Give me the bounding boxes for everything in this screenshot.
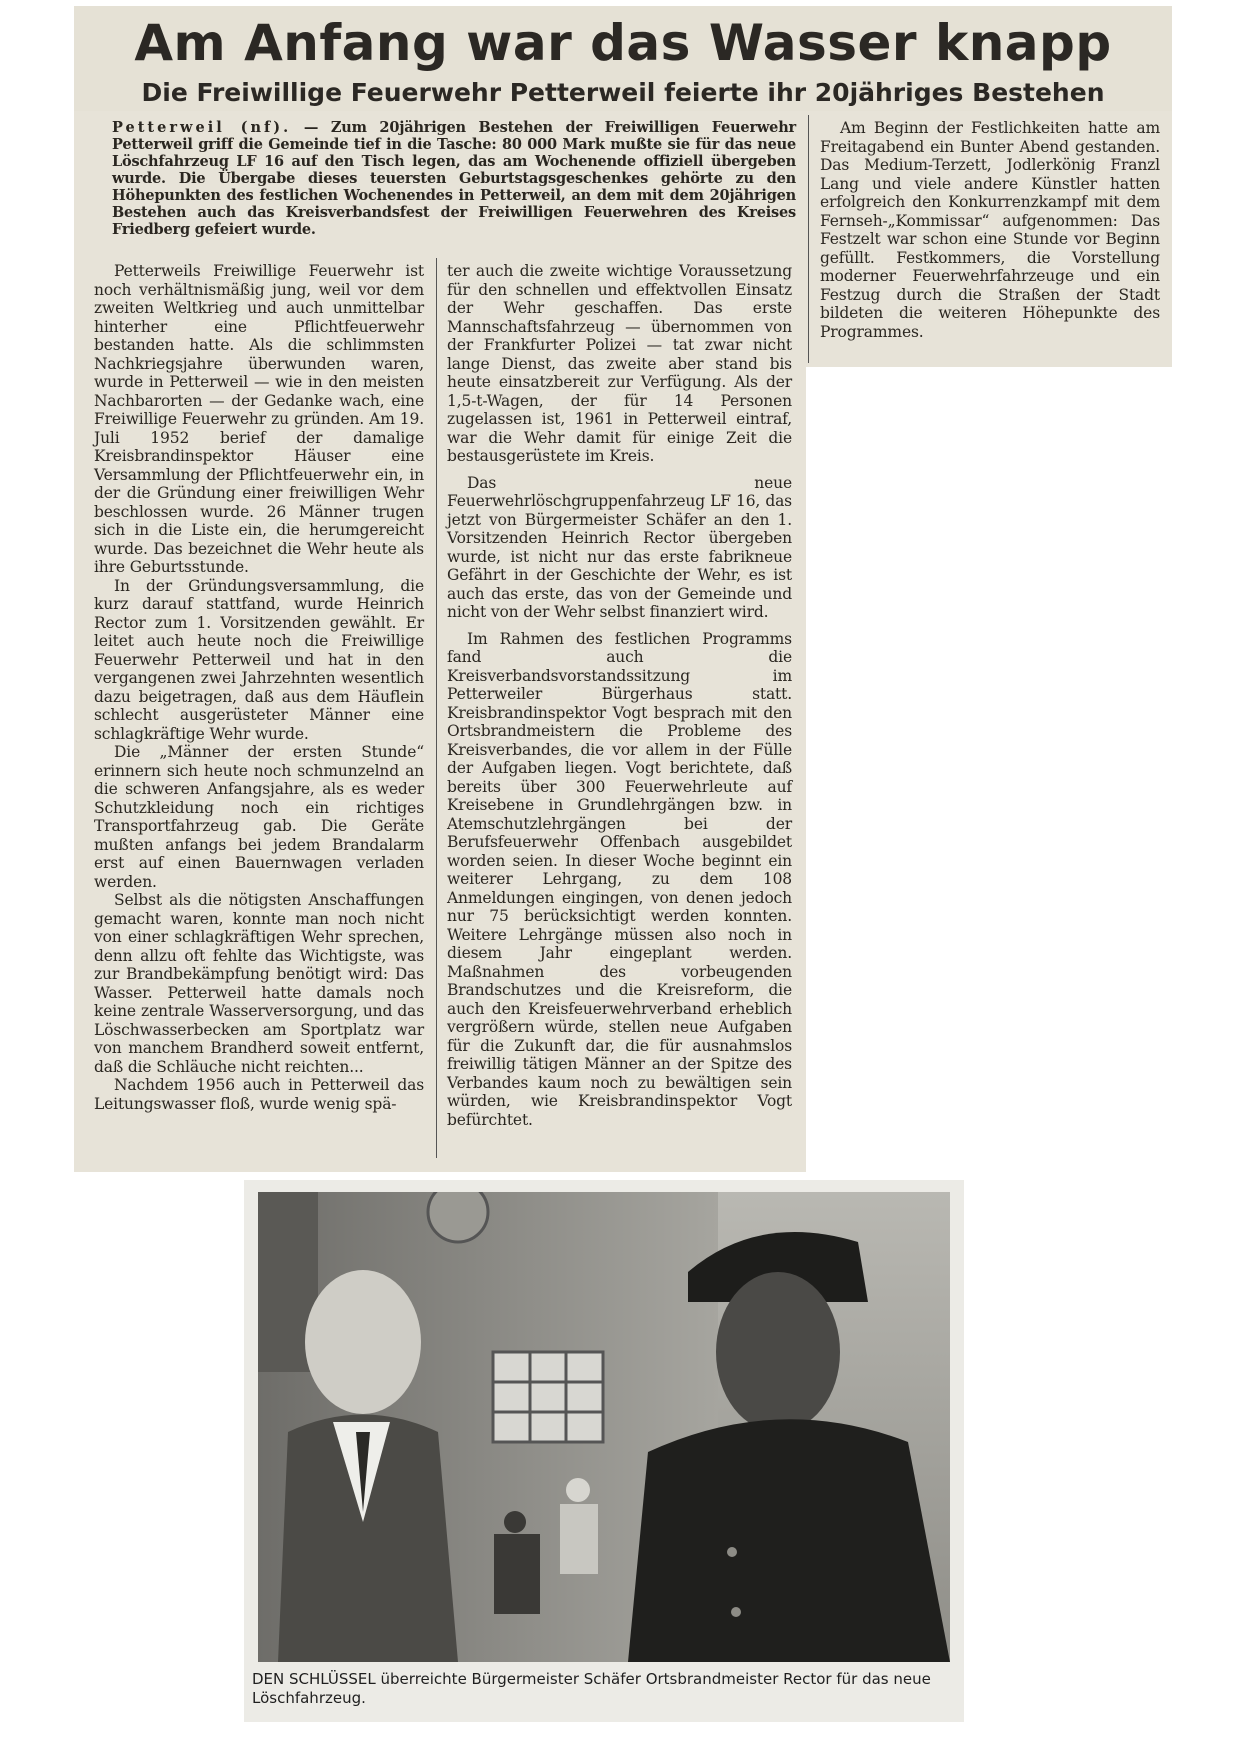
caption-text: überreichte Bürgermeister Schäfer Ortsbrandmeister Rector für das neue Löschfahrzeug. [252, 1670, 931, 1707]
headline-clipping [74, 6, 1172, 111]
col2-paragraph-1: ter auch die zweite wichtige Voraussetzung für den schnellen und effektvollen Einsatz der Wehr geschaffen. Das erste Mannschaftsfahrzeug — übernommen von der Frankfurter Polizei — tat zwar nicht lange Dienst, das zweite aber stand bis heute einsatzbereit zur Verfügung. Als der 1,5-t-Wagen, der für 14 Personen zugelassen ist, 1961 in Petterweil eintraf, war die Wehr damit für einige Zeit die bestausgerüstete im Kreis. [447, 262, 792, 465]
column-3 [820, 119, 1160, 341]
col1-paragraph-4: Selbst als die nötigsten Anschaffungen gemacht waren, konnte man noch nicht von einer schlagkräftigen Wehr sprechen, denn allzu oft fehlte das Wichtigste, was zur Brandbekämpfung benötigt wird: Das Wasser. Petterweil hatte damals noch keine zentrale Wasserversorgung, und das Löschwasserbecken am Sportplatz war von manchem Brandherd soweit entfernt, daß die Schläuche nicht reichten... [94, 891, 424, 1076]
col3-paragraph-1: Am Beginn der Festlichkeiten hatte am Freitagabend ein Bunter Abend gestanden. Das Medium-Terzett, Jodlerkönig Franzl Lang und viele andere Künstler hatten erfolgreich den Konkurrenzkampf mit dem Fernseh-„Kommissar“ aufgenommen: Das Festzelt war schon eine Stunde vor Beginn gefüllt. Festkommers, die Vorstellung moderner Feuerwehrfahrzeuge und ein Festzug durch die Straßen der Stadt bildeten die weiteren Höhepunkte des Programmes. [820, 119, 1160, 341]
column-divider [808, 115, 809, 363]
col2-paragraph-2: Das neue Feuerwehrlöschgruppenfahrzeug LF 16, das jetzt von Bürgermeister Schäfer an den 1. Vorsitzenden Heinrich Rector übergeben wurde, ist nicht nur das erste fabrikneue Gefährt in der Geschichte der Wehr, es ist auch das erste, das von der Gemeinde und nicht von der Wehr selbst finanziert wird. [447, 473, 792, 621]
photo-illustration [258, 1192, 950, 1662]
col1-paragraph-1: Petterweils Freiwillige Feuerwehr ist noch verhältnismäßig jung, weil vor dem zweiten Weltkrieg und auch unmittelbar hinterher eine Pflichtfeuerwehr bestanden hatte. Als die schlimmsten Nachkriegsjahre überwunden waren, wurde in Petterweil — wie in den meisten Nachbarorten — der Gedanke wach, eine Freiwillige Feuerwehr zu gründen. Am 19. Juli 1952 berief der damalige Kreisbrandinspektor Häuser eine Versammlung der Pflichtfeuerwehr ein, in der die Gründung einer freiwilligen Wehr beschlossen wurde. 26 Männer trugen sich in die Liste ein, die herumgereicht wurde. Das bezeichnet die Wehr heute als ihre Geburtsstunde. [94, 262, 424, 576]
lead-dateline: Petterweil (nf). [112, 119, 292, 136]
column-2 [447, 262, 792, 1129]
headline: Am Anfang war das Wasser knapp [134, 14, 1112, 72]
lead-paragraph [112, 119, 796, 238]
col1-paragraph-2: In der Gründungsversammlung, die kurz darauf stattfand, wurde Heinrich Rector zum 1. Vorsitzenden gewählt. Er leitet auch heute noch die Freiwillige Feuerwehr Petterweil und hat in den vergangenen zwei Jahrzehnten wesentlich dazu beigetragen, daß aus dem Häuflein schlecht ausgerüsteter Männer eine schlagkräftige Wehr wurde. [94, 576, 424, 743]
column-divider [436, 258, 437, 1158]
col1-paragraph-5: Nachdem 1956 auch in Petterweil das Leitungswasser floß, wurde wenig spä- [94, 1076, 424, 1113]
photo-clipping [244, 1180, 964, 1722]
side-column-clipping [806, 111, 1172, 367]
lead-text: — Zum 20jährigen Bestehen der Freiwilligen Feuerwehr Petterweil griff die Gemeinde tief in die Tasche: 80 000 Mark mußte sie für das neue Löschfahrzeug LF 16 auf den Tisch legen, das am Wochenende offiziell übergeben wurde. Die Übergabe dieses teuersten Geburtstagsgeschenkes gehörte zu den Höhepunkten des festlichen Wochenendes in Petterweil, an dem mit dem 20jährigen Bestehen auch das Kreisverbandsfest der Freiwilligen Feuerwehren des Kreises Friedberg gefeiert wurde. [112, 119, 796, 238]
body-clipping [74, 254, 806, 1172]
caption-lead: DEN SCHLÜSSEL [252, 1670, 376, 1688]
photo-caption [252, 1670, 956, 1708]
col2-paragraph-3: Im Rahmen des festlichen Programms fand auch die Kreisverbandsvorstandssitzung im Petterweiler Bürgerhaus statt. Kreisbrandinspektor Vogt besprach mit den Ortsbrandmeistern die Probleme des Kreisverbandes, die vor allem in der Fülle der Aufgaben liegen. Vogt berichtete, daß bereits über 300 Feuerwehrleute auf Kreisebene in Grundlehrgängen bzw. in Atemschutzlehrgängen bei der Berufsfeuerwehr Offenbach ausgebildet worden seien. In dieser Woche beginnt ein weiterer Lehrgang, zu dem 108 Anmeldungen eingingen, von denen jedoch nur 75 berücksichtigt werden konnten. Weitere Lehrgänge müssen also noch in diesem Jahr eingeplant werden. Maßnahmen des vorbeugenden Brandschutzes und die Kreisreform, die auch den Kreisfeuerwehrverband erheblich vergrößern würde, stellen neue Aufgaben für die Zukunft dar, die für ausnahmslos freiwillig tätigen Männer an der Spitze des Verbandes kaum noch zu bewältigen sein würden, wie Kreisbrandinspektor Vogt befürchtet. [447, 629, 792, 1129]
lead-clipping [74, 111, 806, 254]
column-1 [94, 262, 424, 1113]
news-photo [258, 1192, 950, 1662]
col1-paragraph-3: Die „Männer der ersten Stunde“ erinnern sich heute noch schmunzelnd an die schweren Anfangsjahre, als es weder Schutzkleidung noch ein richtiges Transportfahrzeug gab. Die Geräte mußten anfangs bei jedem Brandalarm erst auf einen Bauernwagen verladen werden. [94, 743, 424, 891]
subheadline: Die Freiwillige Feuerwehr Petterweil feierte ihr 20jähriges Bestehen [141, 78, 1105, 107]
